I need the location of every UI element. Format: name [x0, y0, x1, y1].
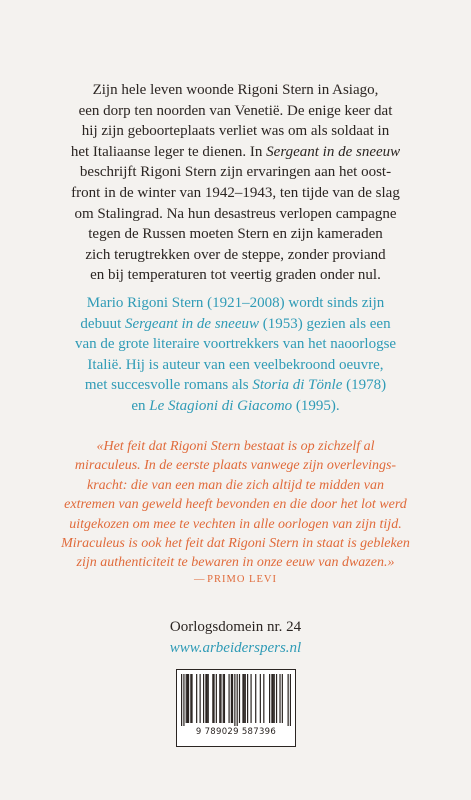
blurb-line: [40, 245, 431, 266]
barcode-bar: [224, 674, 225, 723]
barcode-bar: [188, 674, 189, 723]
text-run: (1953) gezien als een: [258, 315, 391, 332]
text-run: debuut: [80, 315, 125, 332]
barcode-bar: [276, 674, 277, 723]
text-run: (1995).: [292, 397, 340, 414]
quote-line: uitgekozen om mee te vechten in alle oorlogen van zijn tijd.: [69, 516, 402, 532]
bio-line: [40, 314, 431, 335]
author-bio-paragraph: [40, 293, 431, 417]
barcode-bar: [213, 674, 214, 723]
barcode-bar: [186, 674, 187, 723]
barcode-bar: [245, 674, 246, 723]
barcode-bar: [250, 674, 251, 723]
text-run: Zijn hele leven woonde Rigoni Stern in Asiago,: [92, 82, 379, 98]
text-run: een dorp ten noorden van Venetië. De enige keer dat: [78, 102, 393, 119]
barcode-bar: [274, 674, 275, 723]
barcode-bar: [282, 674, 283, 723]
quote-line: Miraculeus is ook het feit dat Rigoni Stern in staat is gebleken: [61, 536, 410, 552]
review-quote: [40, 437, 431, 573]
blurb-line: [40, 265, 431, 286]
quote-line: zijn authenticiteit te bewaren in onze eeuw van dwazen.»: [76, 555, 395, 571]
barcode-bar: [181, 674, 182, 726]
bio-line: [40, 293, 431, 314]
text-run: (1978): [342, 377, 387, 394]
blurb-line: [40, 183, 431, 204]
barcode-bar: [242, 674, 243, 723]
attribution-name: PRIMO LEVI: [207, 574, 277, 585]
text-run: van de grote literaire voortrekkers van het naoorlogse: [74, 336, 397, 353]
blurb-line: [40, 204, 431, 225]
barcode-bar: [237, 674, 238, 726]
barcode-bar: [187, 674, 188, 723]
blurb-line: [40, 121, 431, 142]
text-run: tegen de Russen moeten Stern en zijn kameraden: [88, 226, 383, 243]
barcode-bar: [220, 674, 221, 723]
barcode-bar: [205, 674, 206, 723]
quote-line: «Het feit dat Rigoni Stern bestaat is op zichzelf al: [96, 439, 375, 454]
barcode-bar: [191, 674, 192, 723]
bio-line: [40, 355, 431, 376]
barcode-bar: [255, 674, 256, 723]
text-run: zich terugtrekken over de steppe, zonder proviand: [85, 246, 386, 263]
barcode-bar: [279, 674, 280, 723]
isbn-barcode: [176, 669, 296, 747]
barcode-bar: [244, 674, 245, 723]
quote-attribution: [40, 574, 431, 585]
barcode-bar: [239, 674, 240, 723]
barcode-bar: [196, 674, 197, 723]
barcode-bar: [219, 674, 220, 723]
title-italic: Le Stagioni di Giacomo: [149, 397, 293, 414]
blurb-paragraph: [40, 80, 431, 286]
barcode-bar: [212, 674, 213, 723]
text-run: hij zijn geboorteplaats verliet was om als soldaat in: [81, 123, 390, 140]
barcode-bar: [231, 674, 232, 723]
text-run: beschrijft Rigoni Stern zijn ervaringen aan het oost-: [79, 164, 392, 181]
barcode-bar: [269, 674, 270, 723]
barcode-bar: [183, 674, 184, 726]
barcode-bars: [181, 674, 291, 726]
bio-line: [40, 396, 431, 417]
barcode-bar: [288, 674, 289, 726]
blurb-line: [40, 142, 431, 163]
barcode-bar: [200, 674, 201, 723]
barcode-bar: [203, 674, 204, 723]
text-run: front in de winter van 1942–1943, ten tijde van de slag: [71, 184, 400, 201]
barcode-bar: [208, 674, 209, 723]
series-label: Oorlogsdomein nr. 24: [169, 619, 302, 635]
title-italic: Storia di Tönle: [252, 377, 343, 394]
barcode-bar: [190, 674, 191, 723]
barcode-bar: [234, 674, 235, 726]
text-run: Mario Rigoni Stern (1921–2008) wordt sinds zijn: [86, 295, 385, 311]
blurb-line: [40, 162, 431, 183]
title-italic: Sergeant in de sneeuw: [266, 143, 401, 160]
quote-line: miraculeus. In de eerste plaats vanwege zijn overlevings-: [74, 458, 397, 474]
text-run: om Stalingrad. Na hun desastreus verlopen campagne: [74, 205, 397, 222]
blurb-line: [40, 101, 431, 122]
text-run: met succesvolle romans als: [84, 377, 253, 394]
barcode-bar: [271, 674, 272, 723]
bio-line: [40, 334, 431, 355]
barcode-bar: [290, 674, 291, 726]
quote-line: kracht: die van een man die zich altijd te midden van: [86, 477, 385, 493]
text-run: het Italiaanse leger te dienen. In: [70, 143, 267, 160]
barcode-bar: [272, 674, 273, 723]
barcode-bar: [223, 674, 224, 723]
bio-line: [40, 375, 431, 396]
barcode-bar: [206, 674, 207, 723]
blurb-line: [40, 224, 431, 245]
attribution-dash: —: [194, 574, 204, 585]
text-run: en bij temperaturen tot veertig graden onder nul.: [90, 267, 381, 284]
barcode-bar: [232, 674, 233, 723]
text-run: en: [131, 397, 150, 414]
barcode-bar: [263, 674, 264, 723]
blurb-line: [40, 80, 431, 101]
isbn-digits: 9 789029 587396: [195, 727, 277, 737]
barcode-bar: [247, 674, 248, 723]
text-run: Italië. Hij is auteur van een veelbekroond oeuvre,: [87, 356, 384, 373]
barcode-bar: [228, 674, 229, 723]
quote-line: extremen van geweld heeft bevonden en die door het lot werd: [64, 497, 407, 513]
title-italic: Sergeant in de sneeuw: [124, 315, 259, 332]
publisher-url[interactable]: www.arbeiderspers.nl: [169, 640, 302, 656]
barcode-bar: [216, 674, 217, 723]
barcode-bar: [260, 674, 261, 723]
